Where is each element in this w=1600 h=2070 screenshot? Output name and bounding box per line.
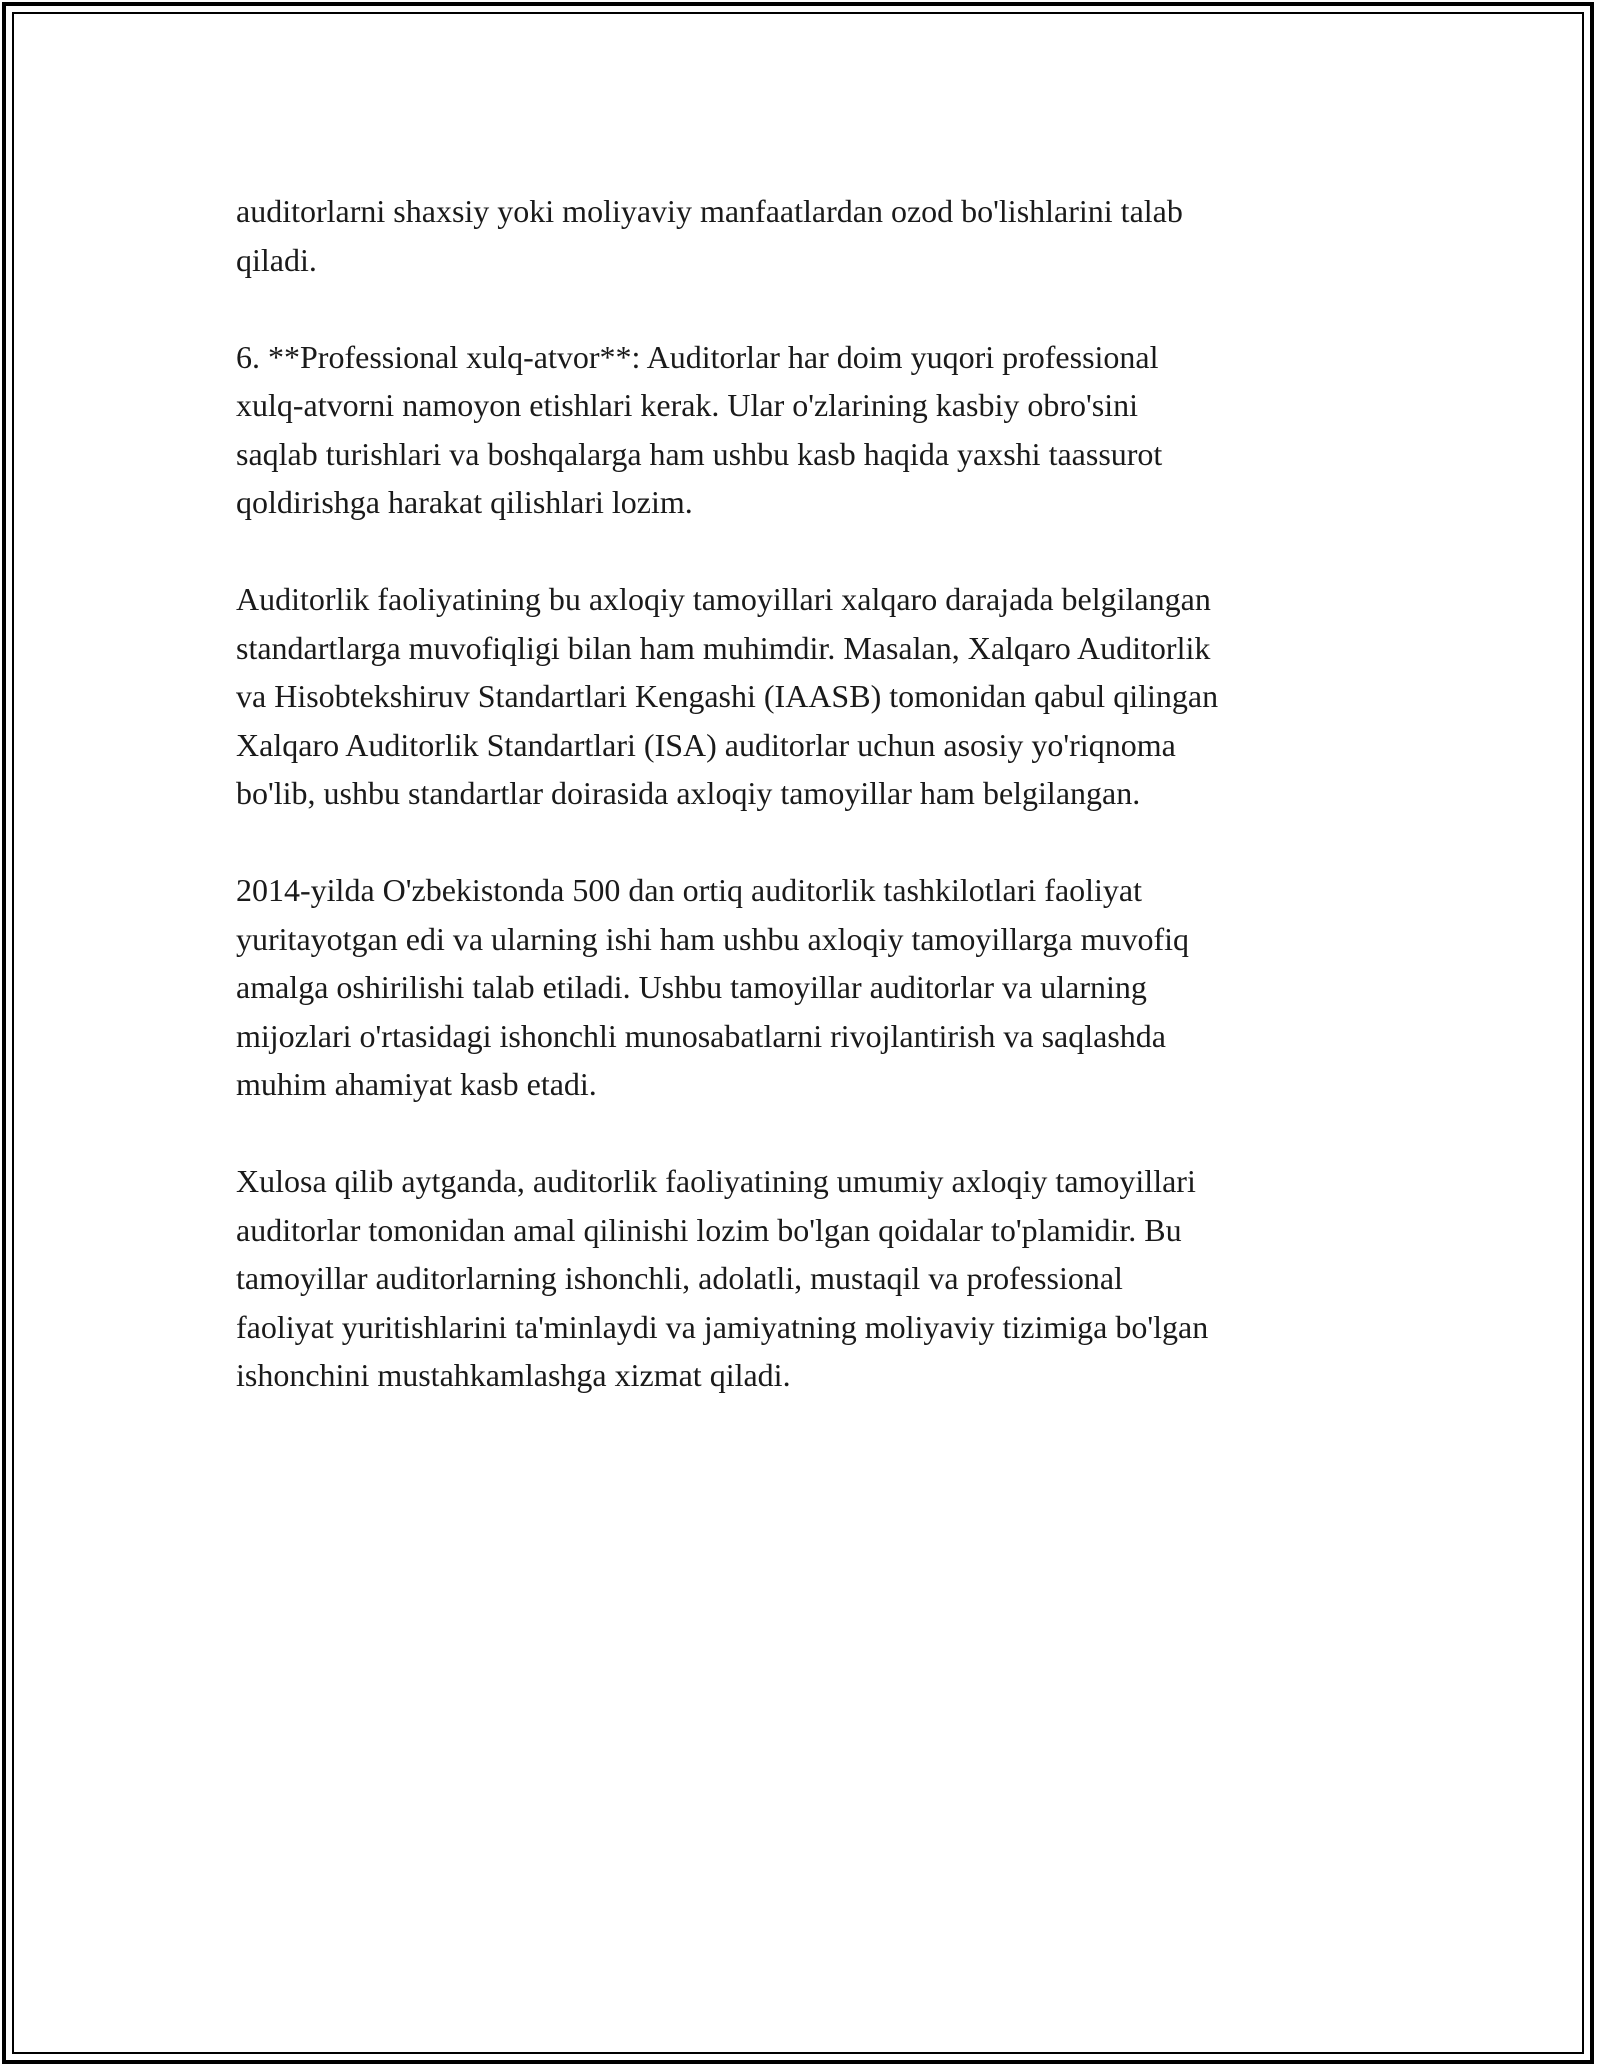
paragraph-professional-conduct: 6. **Professional xulq-atvor**: Auditorlar har doim yuqori professional xulq-atvorni namoyon etishlari kerak. Ular o'zlarining kasbiy obro'sini saqlab turishlari va boshqalarga ham ushbu kasb haqida yaxshi taassurot qoldirishga harakat qilishlari lozim. [236,338,1163,520]
paragraph-continuation: auditorlarni shaxsiy yoki moliyaviy manfaatlardan ozod bo'lishlarini talab qiladi. [236,193,1183,278]
paragraph-conclusion: Xulosa qilib aytganda, auditorlik faoliyatining umumiy axloqiy tamoyillari auditorlar tomonidan amal qilinishi lozim bo'lgan qoidalar to'plamidir. Bu tamoyillar auditorlarning ishonchli, adolatli, mustaqil va professional faoliyat yuritishlarini ta'minlaydi va jamiyatning moliyaviy tizimiga bo'lgan ishonchini mustahkamlashga xizmat qiladi. [236,1163,1209,1393]
paragraph-uzbekistan-2014: 2014-yilda O'zbekistonda 500 dan ortiq auditorlik tashkilotlari faoliyat yuritayotgan edi va ularning ishi ham ushbu axloqiy tamoyillarga muvofiq amalga oshirilishi talab etiladi. Ushbu tamoyillar auditorlar va ularning mijozlari o'rtasidagi ishonchli munosabatlarni rivojlantirish va saqlashda muhim ahamiyat kasb etadi. [236,872,1190,1102]
document-body [236,187,1366,1448]
paragraph-international-standards: Auditorlik faoliyatining bu axloqiy tamoyillari xalqaro darajada belgilangan standartlarga muvofiqligi bilan ham muhimdir. Masalan, Xalqaro Auditorlik va Hisobtekshiruv Standartlari Kengashi (IAASB) tomonidan qabul qilingan Xalqaro Auditorlik Standartlari (ISA) auditorlar uchun asosiy yo'riqnoma bo'lib, ushbu standartlar doirasida axloqiy tamoyillar ham belgilangan. [236,581,1219,811]
